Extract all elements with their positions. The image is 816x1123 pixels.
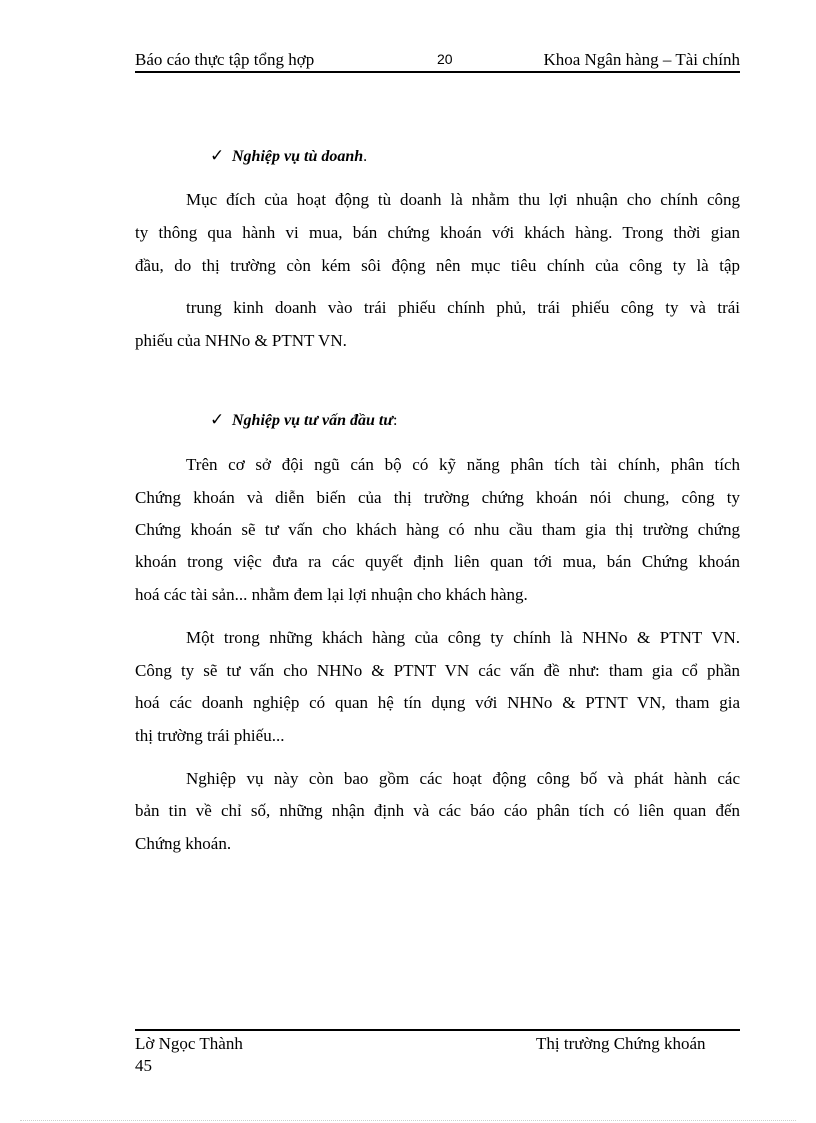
paragraph-line: Công ty sẽ tư vấn cho NHNo & PTNT VN các vấn đề như: tham gia cổ phần bbox=[135, 661, 740, 680]
heading-text: Nghiệp vụ tù doanh bbox=[232, 148, 364, 165]
heading-text: Nghiệp vụ tư vấn đầu tư bbox=[232, 412, 393, 429]
paragraph-line: Chứng khoán sẽ tư vấn cho khách hàng có nhu cầu tham gia thị trường chứng bbox=[135, 520, 740, 539]
footer-number: 45 bbox=[135, 1056, 152, 1075]
paragraph-line: Chứng khoán và diễn biến của thị trường chứng khoán nói chung, công ty bbox=[135, 488, 740, 507]
section-heading-investment-advisory bbox=[210, 410, 397, 430]
header-department: Khoa Ngân hàng – Tài chính bbox=[543, 50, 740, 69]
footer-author: Lờ Ngọc Thành bbox=[135, 1034, 243, 1053]
section-heading-proprietary-trading bbox=[210, 146, 367, 166]
check-mark-icon: ✓ bbox=[210, 410, 225, 429]
check-mark-icon: ✓ bbox=[210, 146, 225, 165]
paragraph-line: bản tin về chỉ số, những nhận định và các báo cáo phân tích có liên quan đến bbox=[135, 801, 740, 820]
paragraph-line: Chứng khoán. bbox=[135, 834, 232, 853]
heading-suffix: . bbox=[363, 148, 368, 165]
paragraph-line: Trên cơ sở đội ngũ cán bộ có kỹ năng phân tích tài chính, phân tích bbox=[186, 455, 740, 474]
page-header bbox=[135, 48, 740, 72]
paragraph-line: ty thông qua hành vi mua, bán chứng khoán với khách hàng. Trong thời gian bbox=[135, 223, 740, 242]
header-report-title: Báo cáo thực tập tổng hợp bbox=[135, 50, 315, 69]
paragraph-line: hoá các tài sản... nhằm đem lại lợi nhuận cho khách hàng. bbox=[135, 585, 528, 604]
paragraph-line: trung kinh doanh vào trái phiếu chính phủ, trái phiếu công ty và trái bbox=[186, 298, 740, 317]
header-page-number: 20 bbox=[437, 51, 453, 67]
heading-suffix: : bbox=[392, 412, 398, 429]
paragraph-line: thị trường trái phiếu... bbox=[135, 726, 285, 745]
footer-divider bbox=[135, 1029, 740, 1031]
page-bottom-border bbox=[20, 1120, 796, 1121]
header-divider bbox=[135, 71, 740, 73]
paragraph-line: Mục đích của hoạt động tù doanh là nhằm thu lợi nhuận cho chính công bbox=[186, 190, 740, 209]
paragraph-line: hoá các doanh nghiệp có quan hệ tín dụng với NHNo & PTNT VN, tham gia bbox=[135, 693, 740, 712]
paragraph-line: đầu, do thị trường còn kém sôi động nên mục tiêu chính của công ty là tập bbox=[135, 256, 740, 275]
paragraph-line: khoán trong việc đưa ra các quyết định liên quan tới mua, bán Chứng khoán bbox=[135, 552, 740, 571]
paragraph-line: phiếu của NHNo & PTNT VN. bbox=[135, 331, 347, 350]
footer-subject: Thị trường Chứng khoán bbox=[536, 1034, 706, 1053]
paragraph-line: Một trong những khách hàng của công ty chính là NHNo & PTNT VN. bbox=[186, 628, 740, 647]
paragraph-line: Nghiệp vụ này còn bao gồm các hoạt động công bố và phát hành các bbox=[186, 769, 740, 788]
